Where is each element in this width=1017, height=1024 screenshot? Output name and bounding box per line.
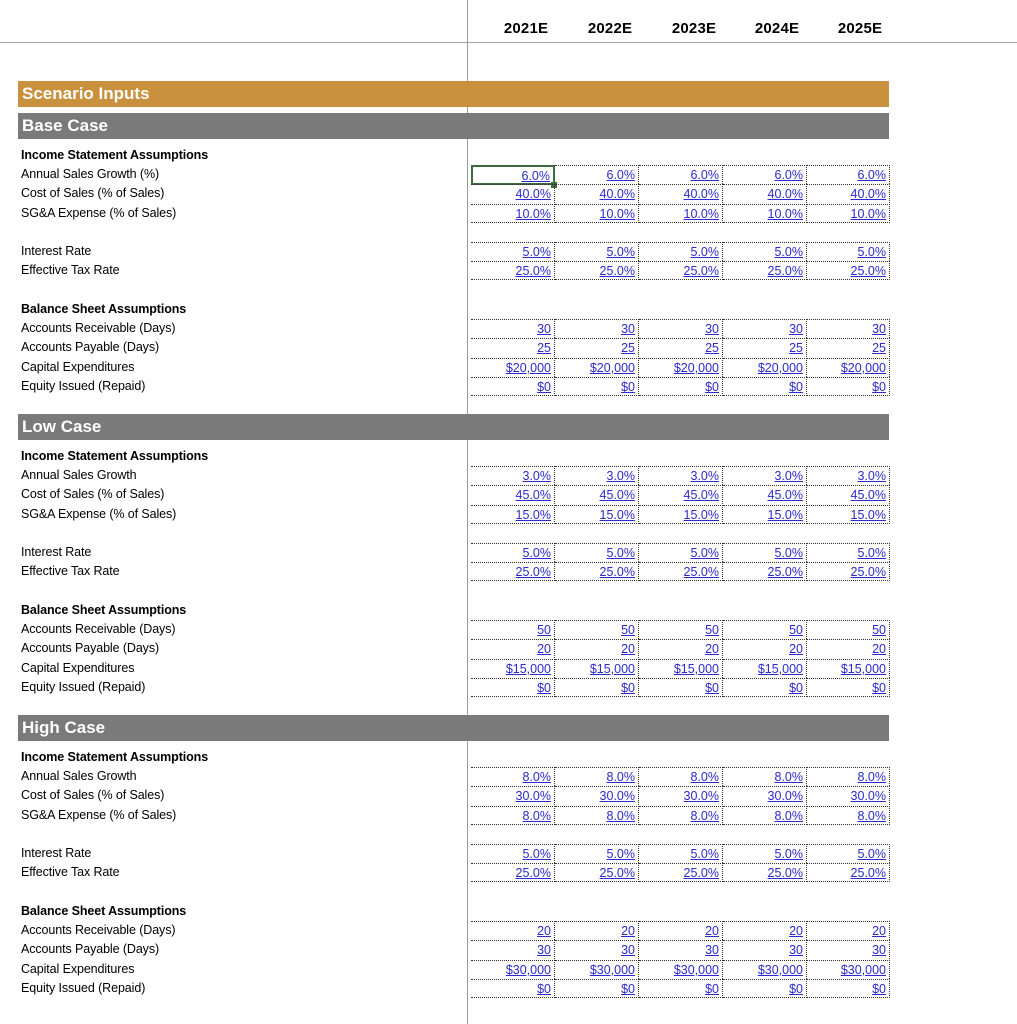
input-cell-annual-sales-growth[interactable]: 8.0% — [471, 767, 555, 786]
input-cell-effective-tax-rate[interactable]: 25.0% — [471, 562, 555, 581]
input-cell-capital-expenditures[interactable]: $15,000 — [555, 659, 639, 678]
input-cell-cost-of-sales-of-sales[interactable]: 30.0% — [555, 786, 639, 805]
input-cell-effective-tax-rate[interactable]: 25.0% — [723, 562, 807, 581]
input-cell-interest-rate[interactable]: 5.0% — [555, 844, 639, 863]
input-cell-capital-expenditures[interactable]: $30,000 — [555, 960, 639, 979]
input-cell-sg-a-expense-of-sales[interactable]: 10.0% — [806, 204, 890, 223]
group-header-balance-sheet-assumptions: Balance Sheet Assumptions — [21, 302, 187, 316]
input-cell-equity-issued-repaid[interactable]: $0 — [723, 678, 807, 697]
input-cell-accounts-payable-days[interactable]: 30 — [806, 940, 890, 959]
input-cell-effective-tax-rate[interactable]: 25.0% — [723, 261, 807, 280]
input-cell-interest-rate[interactable]: 5.0% — [723, 543, 807, 562]
row-label-cost-of-sales-of-sales: Cost of Sales (% of Sales) — [21, 186, 165, 201]
input-cell-effective-tax-rate[interactable]: 25.0% — [471, 863, 555, 882]
input-cell-annual-sales-growth[interactable]: 6.0% — [639, 165, 723, 184]
input-cell-effective-tax-rate[interactable]: 25.0% — [806, 261, 890, 280]
input-cell-interest-rate[interactable]: 5.0% — [639, 543, 723, 562]
input-cell-capital-expenditures[interactable]: $15,000 — [471, 659, 555, 678]
input-cell-interest-rate[interactable]: 5.0% — [471, 543, 555, 562]
input-cell-accounts-payable-days[interactable]: 30 — [555, 940, 639, 959]
input-cell-sg-a-expense-of-sales[interactable]: 8.0% — [555, 806, 639, 825]
input-cell-capital-expenditures[interactable]: $15,000 — [639, 659, 723, 678]
section-header-low-case: Low Case — [18, 414, 889, 440]
row-label-accounts-payable-days: Accounts Payable (Days) — [21, 641, 160, 656]
input-cell-interest-rate[interactable]: 5.0% — [639, 242, 723, 261]
row-label-accounts-receivable-days: Accounts Receivable (Days) — [21, 923, 176, 938]
row-label-accounts-payable-days: Accounts Payable (Days) — [21, 340, 160, 355]
input-cell-cost-of-sales-of-sales[interactable]: 30.0% — [806, 786, 890, 805]
row-label-cost-of-sales-of-sales: Cost of Sales (% of Sales) — [21, 788, 165, 803]
row-label-capital-expenditures: Capital Expenditures — [21, 359, 135, 374]
input-cell-capital-expenditures[interactable]: $20,000 — [723, 358, 807, 377]
input-cell-equity-issued-repaid[interactable]: $0 — [555, 979, 639, 998]
group-header-income-statement-assumptions: Income Statement Assumptions — [21, 449, 209, 463]
year-header-2022e[interactable]: 2022E — [587, 20, 633, 37]
input-cell-equity-issued-repaid[interactable]: $0 — [471, 678, 555, 697]
input-cell-effective-tax-rate[interactable]: 25.0% — [723, 863, 807, 882]
input-cell-equity-issued-repaid[interactable]: $0 — [639, 678, 723, 697]
input-cell-cost-of-sales-of-sales[interactable]: 45.0% — [723, 485, 807, 504]
input-cell-cost-of-sales-of-sales[interactable]: 30.0% — [723, 786, 807, 805]
input-cell-cost-of-sales-of-sales[interactable]: 45.0% — [555, 485, 639, 504]
input-cell-cost-of-sales-of-sales[interactable]: 30.0% — [471, 786, 555, 805]
row-label-sg-a-expense-of-sales: SG&A Expense (% of Sales) — [21, 205, 177, 220]
input-cell-annual-sales-growth[interactable]: 6.0% — [555, 165, 639, 184]
row-label-accounts-receivable-days: Accounts Receivable (Days) — [21, 321, 176, 336]
input-cell-equity-issued-repaid[interactable]: $0 — [471, 377, 555, 396]
input-cell-accounts-payable-days[interactable]: 30 — [471, 940, 555, 959]
input-cell-cost-of-sales-of-sales[interactable]: 40.0% — [806, 184, 890, 203]
input-cell-accounts-receivable-days[interactable]: 50 — [639, 620, 723, 639]
input-cell-cost-of-sales-of-sales[interactable]: 40.0% — [471, 184, 555, 203]
input-cell-equity-issued-repaid[interactable]: $0 — [639, 979, 723, 998]
input-cell-interest-rate[interactable]: 5.0% — [806, 242, 890, 261]
input-cell-accounts-receivable-days[interactable]: 30 — [471, 319, 555, 338]
input-cell-accounts-receivable-days[interactable]: 20 — [723, 921, 807, 940]
input-cell-interest-rate[interactable]: 5.0% — [471, 844, 555, 863]
input-cell-accounts-payable-days[interactable]: 25 — [806, 338, 890, 357]
input-cell-cost-of-sales-of-sales[interactable]: 40.0% — [555, 184, 639, 203]
header-divider — [0, 42, 1017, 43]
input-cell-annual-sales-growth[interactable]: 8.0% — [723, 767, 807, 786]
input-cell-annual-sales-growth[interactable]: 6.0% — [723, 165, 807, 184]
input-cell-accounts-payable-days[interactable]: 20 — [723, 639, 807, 658]
row-label-interest-rate: Interest Rate — [21, 846, 92, 860]
input-cell-annual-sales-growth[interactable]: 3.0% — [723, 466, 807, 485]
input-cell-accounts-receivable-days[interactable]: 50 — [723, 620, 807, 639]
row-label-accounts-payable-days: Accounts Payable (Days) — [21, 942, 160, 957]
input-cell-cost-of-sales-of-sales[interactable]: 40.0% — [639, 184, 723, 203]
input-cell-accounts-payable-days[interactable]: 25 — [723, 338, 807, 357]
input-cell-annual-sales-growth[interactable]: 8.0% — [639, 767, 723, 786]
input-cell-effective-tax-rate[interactable]: 25.0% — [471, 261, 555, 280]
input-cell-cost-of-sales-of-sales[interactable]: 30.0% — [639, 786, 723, 805]
input-cell-equity-issued-repaid[interactable]: $0 — [639, 377, 723, 396]
row-label-capital-expenditures: Capital Expenditures — [21, 660, 135, 675]
input-cell-capital-expenditures[interactable]: $20,000 — [806, 358, 890, 377]
input-cell-interest-rate[interactable]: 5.0% — [723, 242, 807, 261]
row-label-interest-rate: Interest Rate — [21, 545, 92, 559]
row-label-sg-a-expense-of-sales: SG&A Expense (% of Sales) — [21, 506, 177, 521]
input-cell-accounts-payable-days[interactable]: 20 — [555, 639, 639, 658]
group-header-balance-sheet-assumptions: Balance Sheet Assumptions — [21, 904, 187, 918]
input-cell-cost-of-sales-of-sales[interactable]: 45.0% — [806, 485, 890, 504]
input-cell-annual-sales-growth[interactable]: 6.0% — [471, 165, 555, 185]
input-cell-annual-sales-growth[interactable]: 3.0% — [806, 466, 890, 485]
input-cell-accounts-receivable-days[interactable]: 30 — [806, 319, 890, 338]
input-cell-effective-tax-rate[interactable]: 25.0% — [555, 863, 639, 882]
row-label-annual-sales-growth: Annual Sales Growth — [21, 468, 137, 483]
input-cell-equity-issued-repaid[interactable]: $0 — [471, 979, 555, 998]
input-cell-interest-rate[interactable]: 5.0% — [555, 543, 639, 562]
row-label-sg-a-expense-of-sales: SG&A Expense (% of Sales) — [21, 807, 177, 822]
input-cell-interest-rate[interactable]: 5.0% — [723, 844, 807, 863]
input-cell-annual-sales-growth[interactable]: 8.0% — [555, 767, 639, 786]
input-cell-sg-a-expense-of-sales[interactable]: 15.0% — [806, 505, 890, 524]
input-cell-sg-a-expense-of-sales[interactable]: 10.0% — [555, 204, 639, 223]
input-cell-accounts-receivable-days[interactable]: 20 — [471, 921, 555, 940]
row-label-capital-expenditures: Capital Expenditures — [21, 961, 135, 976]
input-cell-accounts-payable-days[interactable]: 30 — [639, 940, 723, 959]
input-cell-capital-expenditures[interactable]: $20,000 — [471, 358, 555, 377]
input-cell-accounts-receivable-days[interactable]: 20 — [639, 921, 723, 940]
row-label-annual-sales-growth: Annual Sales Growth — [21, 769, 137, 784]
year-header-2023e[interactable]: 2023E — [671, 20, 717, 37]
input-cell-sg-a-expense-of-sales[interactable]: 10.0% — [639, 204, 723, 223]
year-header-2021e[interactable]: 2021E — [503, 20, 549, 37]
input-cell-accounts-payable-days[interactable]: 20 — [471, 639, 555, 658]
row-label-equity-issued-repaid: Equity Issued (Repaid) — [21, 980, 146, 995]
row-label-cost-of-sales-of-sales: Cost of Sales (% of Sales) — [21, 487, 165, 502]
input-cell-capital-expenditures[interactable]: $20,000 — [555, 358, 639, 377]
section-header-base-case: Base Case — [18, 113, 889, 139]
group-header-income-statement-assumptions: Income Statement Assumptions — [21, 750, 209, 764]
input-cell-capital-expenditures[interactable]: $30,000 — [471, 960, 555, 979]
input-cell-equity-issued-repaid[interactable]: $0 — [806, 377, 890, 396]
input-cell-accounts-payable-days[interactable]: 25 — [471, 338, 555, 357]
input-cell-equity-issued-repaid[interactable]: $0 — [555, 678, 639, 697]
input-cell-equity-issued-repaid[interactable]: $0 — [806, 678, 890, 697]
input-cell-sg-a-expense-of-sales[interactable]: 8.0% — [723, 806, 807, 825]
input-cell-capital-expenditures[interactable]: $30,000 — [806, 960, 890, 979]
input-cell-equity-issued-repaid[interactable]: $0 — [723, 979, 807, 998]
input-cell-capital-expenditures[interactable]: $15,000 — [806, 659, 890, 678]
input-cell-interest-rate[interactable]: 5.0% — [806, 543, 890, 562]
input-cell-sg-a-expense-of-sales[interactable]: 15.0% — [555, 505, 639, 524]
input-cell-sg-a-expense-of-sales[interactable]: 15.0% — [639, 505, 723, 524]
input-cell-accounts-receivable-days[interactable]: 50 — [555, 620, 639, 639]
input-cell-effective-tax-rate[interactable]: 25.0% — [639, 562, 723, 581]
input-cell-accounts-receivable-days[interactable]: 20 — [806, 921, 890, 940]
row-label-effective-tax-rate: Effective Tax Rate — [21, 564, 120, 579]
input-cell-accounts-payable-days[interactable]: 30 — [723, 940, 807, 959]
year-header-2024e[interactable]: 2024E — [754, 20, 800, 37]
input-cell-sg-a-expense-of-sales[interactable]: 10.0% — [471, 204, 555, 223]
input-cell-annual-sales-growth[interactable]: 3.0% — [555, 466, 639, 485]
input-cell-interest-rate[interactable]: 5.0% — [806, 844, 890, 863]
input-cell-accounts-receivable-days[interactable]: 30 — [723, 319, 807, 338]
year-header-2025e[interactable]: 2025E — [837, 20, 883, 37]
input-cell-annual-sales-growth[interactable]: 3.0% — [471, 466, 555, 485]
input-cell-cost-of-sales-of-sales[interactable]: 45.0% — [639, 485, 723, 504]
input-cell-equity-issued-repaid[interactable]: $0 — [806, 979, 890, 998]
input-cell-accounts-payable-days[interactable]: 25 — [639, 338, 723, 357]
row-label-equity-issued-repaid: Equity Issued (Repaid) — [21, 679, 146, 694]
input-cell-annual-sales-growth[interactable]: 6.0% — [806, 165, 890, 184]
input-cell-accounts-payable-days[interactable]: 25 — [555, 338, 639, 357]
input-cell-effective-tax-rate[interactable]: 25.0% — [639, 261, 723, 280]
input-cell-effective-tax-rate[interactable]: 25.0% — [806, 562, 890, 581]
frozen-column-divider — [467, 0, 468, 1024]
input-cell-equity-issued-repaid[interactable]: $0 — [723, 377, 807, 396]
input-cell-capital-expenditures[interactable]: $15,000 — [723, 659, 807, 678]
row-label-effective-tax-rate: Effective Tax Rate — [21, 263, 120, 278]
section-header-high-case: High Case — [18, 715, 889, 741]
input-cell-accounts-receivable-days[interactable]: 50 — [471, 620, 555, 639]
input-cell-accounts-receivable-days[interactable]: 50 — [806, 620, 890, 639]
input-cell-capital-expenditures[interactable]: $20,000 — [639, 358, 723, 377]
input-cell-accounts-receivable-days[interactable]: 30 — [639, 319, 723, 338]
group-header-income-statement-assumptions: Income Statement Assumptions — [21, 148, 209, 162]
input-cell-annual-sales-growth[interactable]: 3.0% — [639, 466, 723, 485]
input-cell-accounts-payable-days[interactable]: 20 — [639, 639, 723, 658]
row-label-accounts-receivable-days: Accounts Receivable (Days) — [21, 622, 176, 637]
row-label-equity-issued-repaid: Equity Issued (Repaid) — [21, 378, 146, 393]
input-cell-sg-a-expense-of-sales[interactable]: 15.0% — [471, 505, 555, 524]
input-cell-capital-expenditures[interactable]: $30,000 — [639, 960, 723, 979]
input-cell-accounts-receivable-days[interactable]: 30 — [555, 319, 639, 338]
input-cell-accounts-payable-days[interactable]: 20 — [806, 639, 890, 658]
input-cell-effective-tax-rate[interactable]: 25.0% — [806, 863, 890, 882]
input-cell-effective-tax-rate[interactable]: 25.0% — [555, 562, 639, 581]
input-cell-accounts-receivable-days[interactable]: 20 — [555, 921, 639, 940]
input-cell-annual-sales-growth[interactable]: 8.0% — [806, 767, 890, 786]
row-label-annual-sales-growth: Annual Sales Growth (%) — [21, 167, 160, 182]
input-cell-effective-tax-rate[interactable]: 25.0% — [639, 863, 723, 882]
input-cell-capital-expenditures[interactable]: $30,000 — [723, 960, 807, 979]
input-cell-cost-of-sales-of-sales[interactable]: 40.0% — [723, 184, 807, 203]
input-cell-sg-a-expense-of-sales[interactable]: 8.0% — [639, 806, 723, 825]
input-cell-interest-rate[interactable]: 5.0% — [471, 242, 555, 261]
scenario-inputs-title: Scenario Inputs — [18, 81, 889, 107]
input-cell-sg-a-expense-of-sales[interactable]: 15.0% — [723, 505, 807, 524]
row-label-effective-tax-rate: Effective Tax Rate — [21, 865, 120, 880]
input-cell-equity-issued-repaid[interactable]: $0 — [555, 377, 639, 396]
group-header-balance-sheet-assumptions: Balance Sheet Assumptions — [21, 603, 187, 617]
input-cell-interest-rate[interactable]: 5.0% — [639, 844, 723, 863]
input-cell-sg-a-expense-of-sales[interactable]: 8.0% — [471, 806, 555, 825]
input-cell-interest-rate[interactable]: 5.0% — [555, 242, 639, 261]
input-cell-sg-a-expense-of-sales[interactable]: 10.0% — [723, 204, 807, 223]
input-cell-effective-tax-rate[interactable]: 25.0% — [555, 261, 639, 280]
input-cell-cost-of-sales-of-sales[interactable]: 45.0% — [471, 485, 555, 504]
input-cell-sg-a-expense-of-sales[interactable]: 8.0% — [806, 806, 890, 825]
row-label-interest-rate: Interest Rate — [21, 244, 92, 258]
